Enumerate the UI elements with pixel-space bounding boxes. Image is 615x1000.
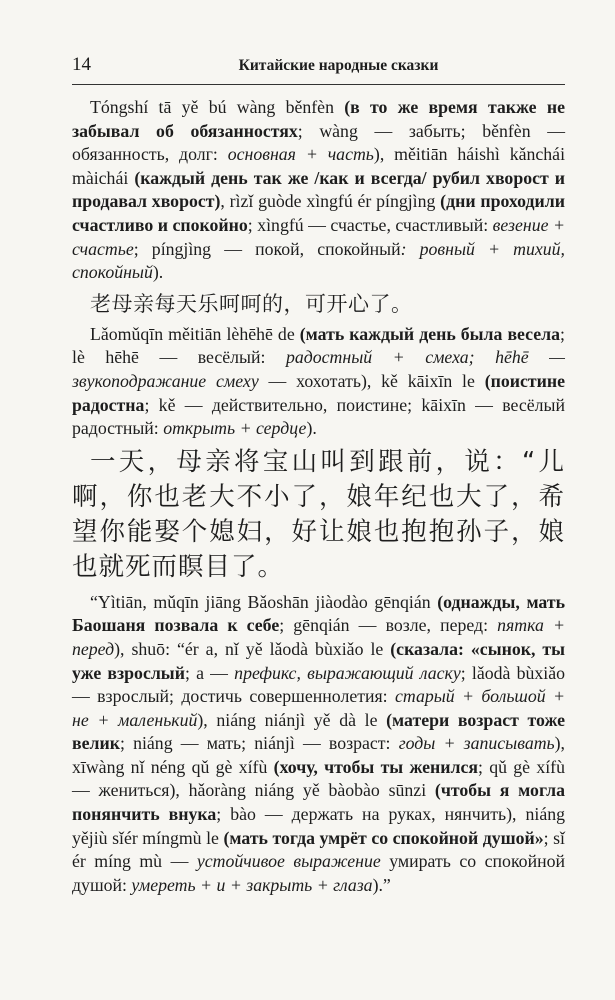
text-run: Lǎomǔqīn měitiān lèhēhē de bbox=[90, 323, 300, 344]
italic-gloss: префикс, выражающий ласку bbox=[234, 662, 461, 683]
text-run: ). bbox=[306, 418, 317, 439]
paragraph-2 bbox=[72, 323, 565, 441]
chinese-line-1: 老母亲每天乐呵呵的，可开心了。 bbox=[90, 291, 413, 316]
paragraph-1 bbox=[72, 96, 565, 285]
text-run: ), xīwàng nǐ néng qǔ gè xífù bbox=[72, 733, 566, 777]
text-run: ), niáng niánjì yě dà le bbox=[197, 709, 387, 730]
bold-translation: (хочу, чтобы ты женился bbox=[273, 756, 478, 777]
text-run: ; bào — держать на руках, нянчить), niáng yějiù sǐér míngmù le bbox=[72, 804, 565, 848]
paragraph-3 bbox=[72, 591, 565, 898]
text-run: ), shuō: “ér a, nǐ yě lǎodà bùxiǎo le bbox=[114, 638, 391, 659]
italic-gloss: основная + часть bbox=[227, 144, 374, 165]
italic-gloss: умереть + и + закрыть + глаза bbox=[131, 874, 373, 895]
text-run: ; sǐ ér míng mù — bbox=[72, 827, 565, 872]
italic-gloss: годы + записывать bbox=[398, 733, 555, 754]
bold-translation: (чтобы я могла понянчить внука bbox=[72, 780, 565, 825]
italic-gloss: пятка + перед bbox=[72, 615, 566, 659]
text-run: ).” bbox=[372, 874, 391, 895]
italic-gloss: радостный + смеха; hēhē — звукоподражание смеху bbox=[72, 347, 565, 391]
text-run: ; niáng — мать; niánjì — возраст: bbox=[119, 733, 399, 754]
bold-translation: (каждый день так же /как и всегда/ рубил хворост и продавал хворост) bbox=[72, 167, 565, 212]
text-run: ; lǎodà bùxiǎo — взрослый; достичь совершеннолетия: bbox=[72, 662, 565, 707]
bold-translation: (поистине радостна bbox=[72, 370, 566, 415]
text-run: ), měitiān háishì kǎnchái màichái bbox=[72, 144, 566, 188]
page-number: 14 bbox=[72, 54, 91, 75]
text-run: ; wàng — забыть; běnfèn — обязанность, долг: bbox=[72, 120, 565, 165]
text-run: ). bbox=[152, 262, 164, 283]
bold-translation: (матери возраст тоже велик bbox=[72, 709, 565, 754]
italic-gloss: везение + счастье bbox=[72, 214, 565, 259]
text-run: ; gēnqián — возле, перед: bbox=[279, 615, 498, 636]
text-run: “Yìtiān, mǔqīn jiāng Bǎoshān jiàodào gēnqián bbox=[90, 591, 438, 612]
italic-gloss: : ровный + тихий, спокойный bbox=[72, 238, 565, 283]
running-header bbox=[72, 50, 565, 85]
text-run: Tóngshí tā yě bú wàng běnfèn bbox=[90, 97, 345, 117]
bold-translation: (однажды, мать Баошаня позвала к себе bbox=[72, 591, 565, 636]
text-run: , rìzǐ guòde xìngfú ér píngjìng bbox=[220, 191, 441, 212]
chinese-block-2: 一天，母亲将宝山叫到跟前，说：“儿啊，你也老大不小了，娘年纪也大了，希望你能娶个媳妇，好让娘也抱抱孙子，娘也就死而瞑目了。 bbox=[72, 446, 565, 582]
text-run: ; qǔ gè xífù — жениться), hǎoràng niáng yě bàobào sūnzi bbox=[72, 756, 565, 801]
italic-gloss: старый + большой + не + маленький bbox=[72, 686, 565, 730]
running-title: Китайские народные сказки bbox=[238, 57, 439, 74]
text-run: ; kě — действительно, поистине; kāixīn — весёлый радостный: bbox=[72, 394, 565, 439]
bold-translation: (дни проходили счастливо и спокойно bbox=[72, 191, 565, 235]
bold-translation: (мать тогда умрёт со спокойной душой» bbox=[223, 827, 544, 848]
text-run: ; píngjìng — покой, спокойный bbox=[133, 238, 401, 259]
text-run: ; lè hēhē — весёлый: bbox=[72, 323, 565, 368]
text-run: — хохотать), kě kāixīn le bbox=[258, 370, 485, 391]
italic-gloss: открыть + сердце bbox=[163, 418, 307, 439]
text-run: ; xìngfú — счастье, счастливый: bbox=[247, 214, 493, 235]
text-run: умирать со спокойной душой: bbox=[72, 851, 566, 895]
bold-translation: (мать каждый день была весела bbox=[299, 323, 561, 344]
page-body bbox=[72, 96, 565, 897]
text-run: ; a — bbox=[184, 662, 235, 683]
bold-translation: (в то же время также не забывал об обязанностях bbox=[72, 97, 565, 141]
italic-gloss: устойчивое выражение bbox=[196, 851, 381, 872]
bold-translation: (сказала: «сынок, ты уже взрослый bbox=[72, 638, 565, 683]
